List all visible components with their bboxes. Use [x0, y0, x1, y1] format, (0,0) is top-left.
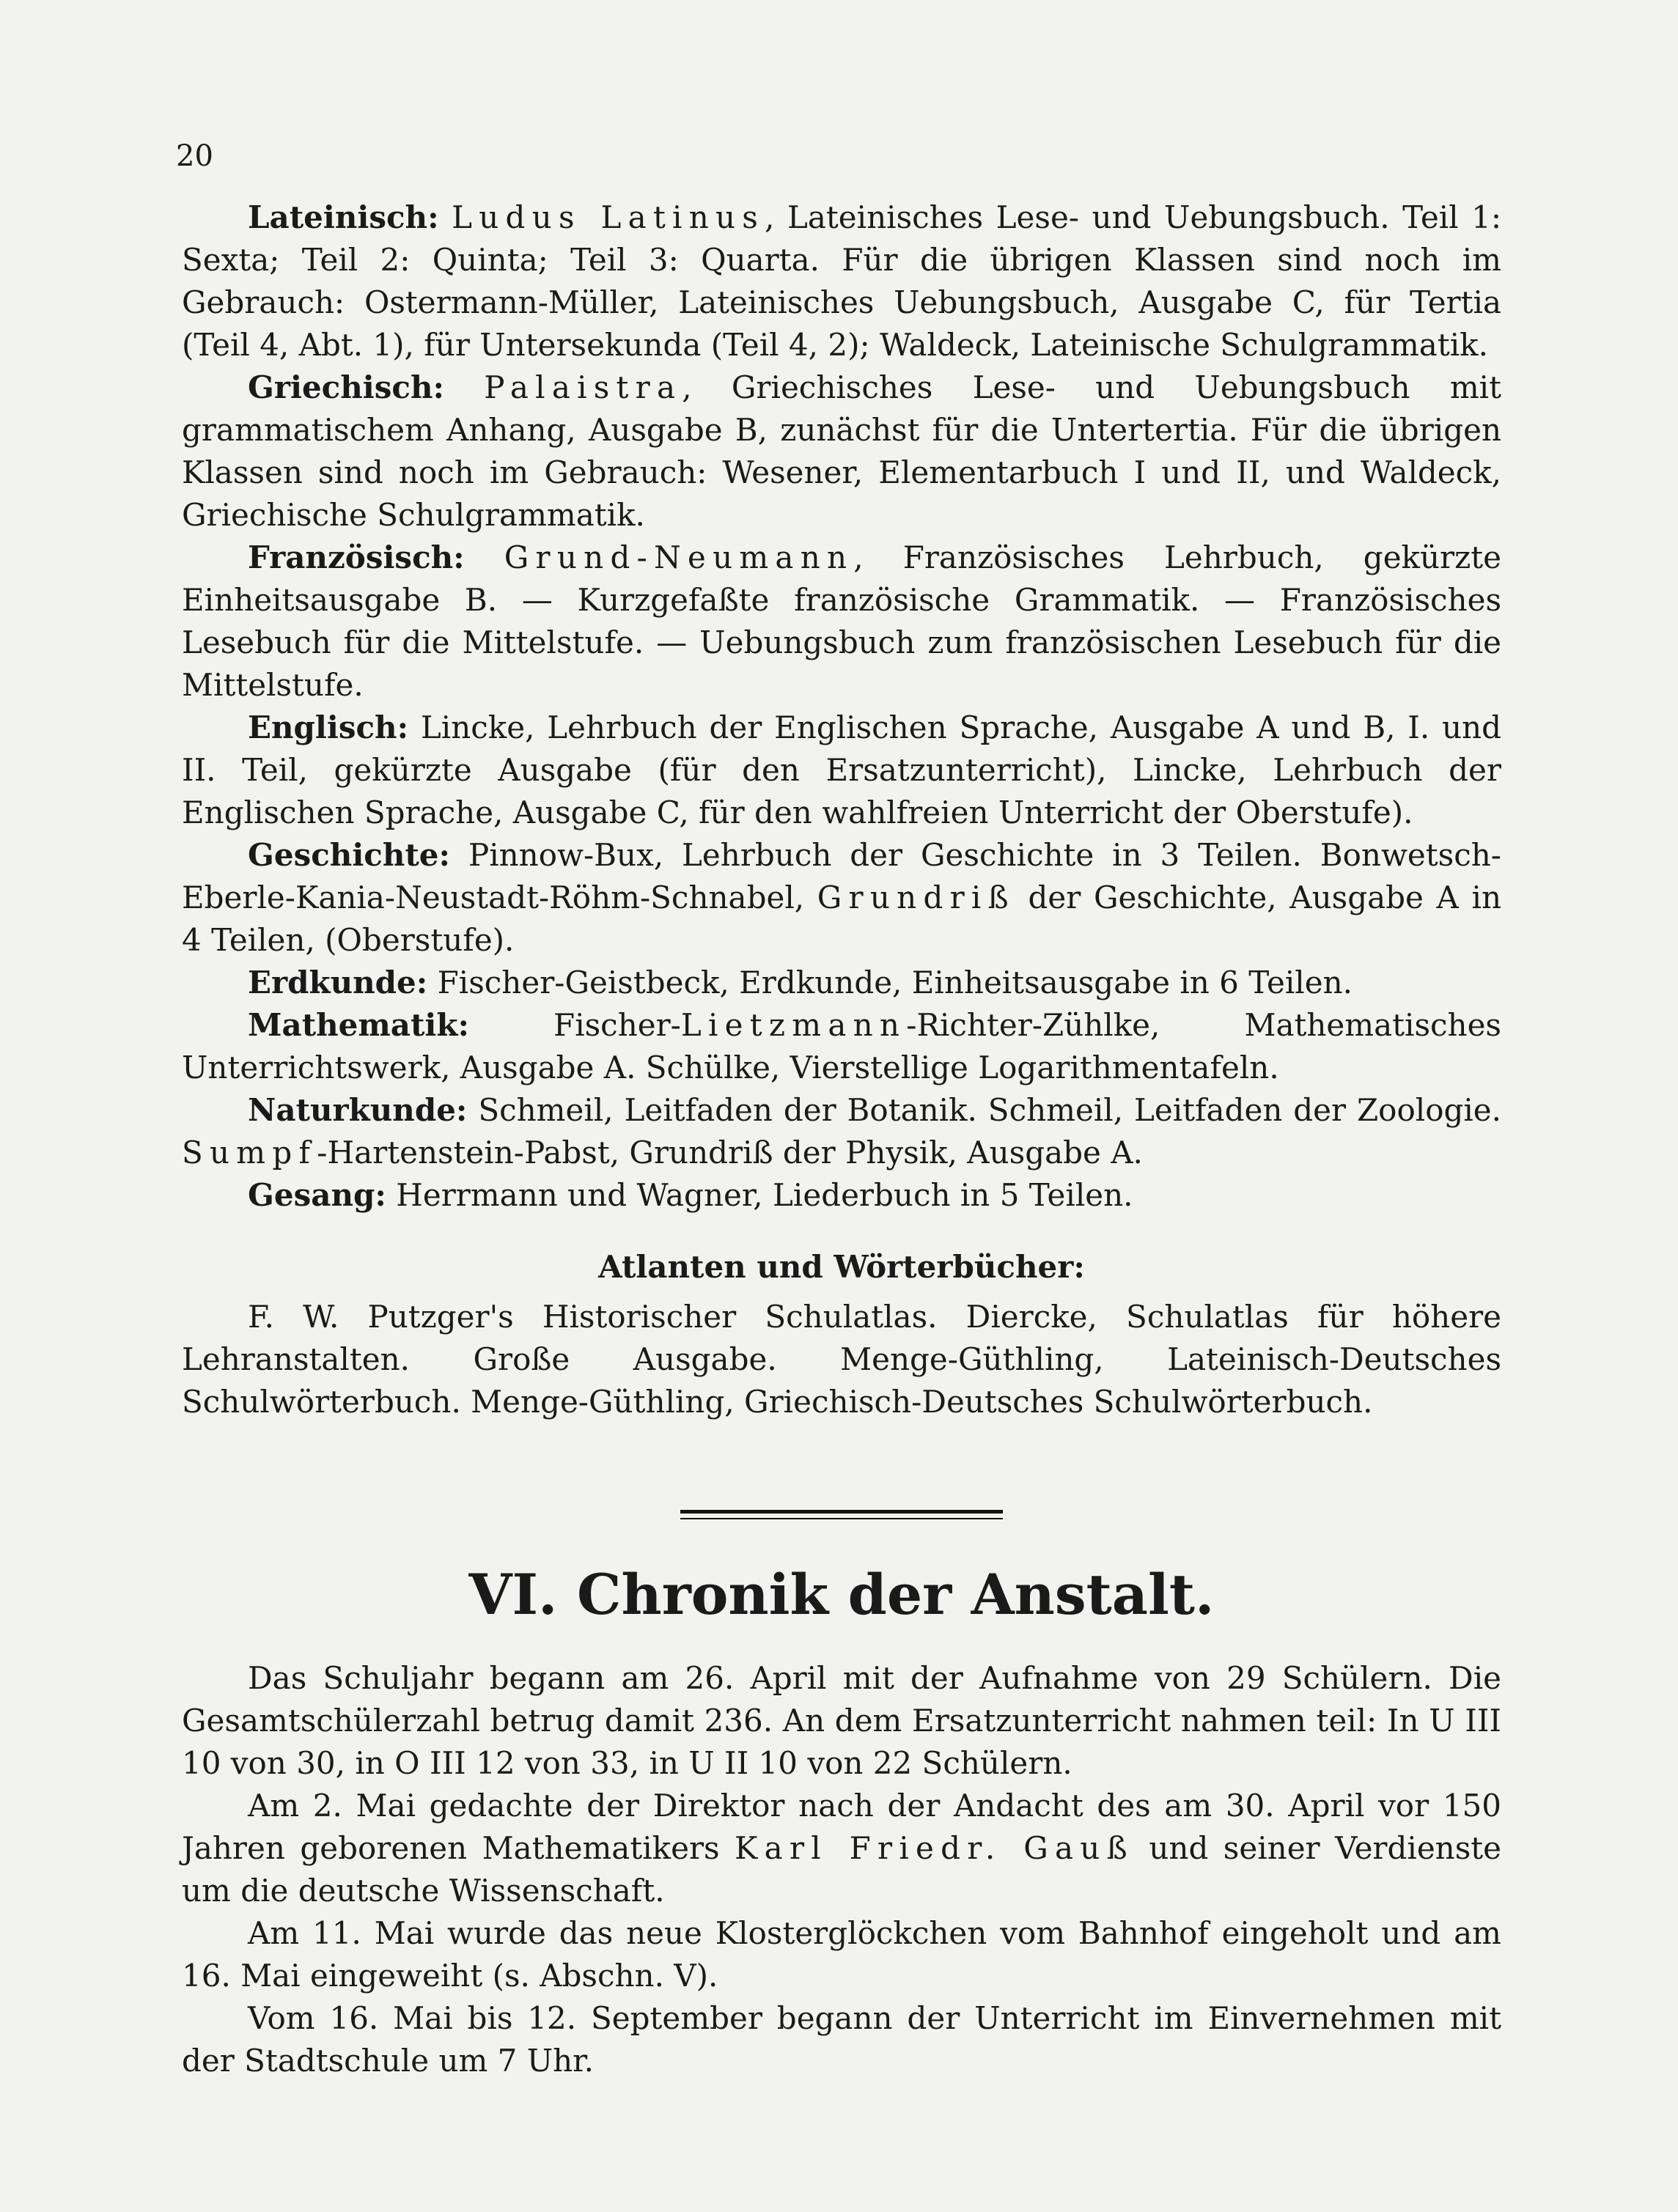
double-rule — [680, 1510, 1003, 1519]
subject-label: Englisch: — [248, 709, 409, 745]
text-run: Das Schuljahr begann am 26. April mit der Aufnahme von 29 Schülern. Die Gesamtschülerzahl betrug damit 236. An dem Ersatzunterricht nahmen teil: In U III 10 von 30, in O III 12 von 33, in U II 10 von 22 Schülern. — [182, 1660, 1501, 1781]
subject-label: Französisch: — [248, 539, 465, 575]
chronicle-paragraph — [182, 1997, 1501, 2082]
subject-label: Griechisch: — [248, 369, 444, 405]
text-run — [444, 369, 484, 405]
spaced-name: Karl Friedr. Gauß — [735, 1830, 1134, 1866]
text-run: Am 11. Mai wurde das neue Klosterglöckchen vom Bahnhof eingeholt und am 16. Mai eingeweiht (s. Abschn. V). — [182, 1915, 1501, 1994]
page-number: 20 — [176, 139, 213, 173]
atlases-text: F. W. Putzger's Historischer Schulatlas. Diercke, Schulatlas für höhere Lehranstalten. Große Ausgabe. Menge-Güthling, Lateinisch-Deutsches Schulwörterbuch. Menge-Güthling, Griechisch-Deutsches Schulwörterbuch. — [182, 1299, 1501, 1420]
textbook-entry — [182, 1089, 1501, 1174]
textbook-entry — [182, 366, 1501, 537]
chapter-title: VI. Chronik der Anstalt. — [468, 1562, 1215, 1627]
text-run: Pinnow-Bux, Lehrbuch der Geschichte in 3 Teilen. Bonwetsch-Eberle-Kania-Neustadt-Röhm-Schnabel, — [182, 837, 1501, 915]
chronicle-paragraph — [182, 1657, 1501, 1785]
spaced-name: Grundriß — [817, 880, 1015, 915]
text-run: Schmeil, Leitfaden der Botanik. Schmeil, Leitfaden der Zoologie. — [467, 1092, 1501, 1128]
section-divider — [182, 1510, 1501, 1519]
textbook-entry — [182, 834, 1501, 962]
text-run: , Lateinisches Lese- und Uebungsbuch. Teil 1: Sexta; Teil 2: Quinta; Teil 3: Quarta. Für die übrigen Klassen sind noch im Gebrauch: Ostermann-Müller, Lateinisches Uebungsbuch, Ausgabe C, für Tertia (Teil 4, Abt. 1), für Untersekunda (Teil 4, 2); Waldeck, Lateinische Schulgrammatik. — [182, 199, 1502, 363]
text-run: -Hartenstein-Pabst, Grundriß der Physik, Ausgabe A. — [317, 1135, 1143, 1170]
text-run: Vom 16. Mai bis 12. September begann der Unterricht im Einvernehmen mit der Stadtschule um 7 Uhr. — [182, 2000, 1501, 2079]
subject-label: Geschichte: — [248, 837, 451, 873]
atlases-heading: Atlanten und Wörterbücher: — [598, 1249, 1085, 1285]
text-run: der Geschichte, Ausgabe A in 4 Teilen, (Oberstufe). — [182, 880, 1501, 958]
spaced-name: Grund-Neumann — [504, 539, 854, 575]
chronicle-paragraphs — [182, 1657, 1501, 2082]
subject-label: Naturkunde: — [248, 1092, 468, 1128]
textbook-entry — [182, 962, 1501, 1004]
text-run: -Richter-Zühlke, Mathematisches Unterrichtswerk, Ausgabe A. Schülke, Vierstellige Logarithmentafeln. — [182, 1007, 1501, 1085]
subject-label: Mathematik: — [248, 1007, 469, 1043]
chronicle-paragraph — [182, 1785, 1501, 1912]
text-run: Fischer- — [468, 1007, 681, 1043]
text-run: Am 2. Mai gedachte der Direktor nach der Andacht des am 30. April vor 150 Jahren geborenen Mathematikers — [182, 1788, 1501, 1866]
textbook-entry — [182, 1004, 1501, 1089]
spaced-name: Palaistra — [484, 369, 682, 405]
text-run: , Griechisches Lese- und Uebungsbuch mit grammatischem Anhang, Ausgabe B, zunächst für die Untertertia. Für die übrigen Klassen sind noch im Gebrauch: Wesener, Elementarbuch I und II, und Waldeck, Griechische Schulgrammatik. — [182, 369, 1501, 533]
textbook-entry — [182, 707, 1501, 834]
text-run: Herrmann und Wagner, Liederbuch in 5 Teilen. — [386, 1177, 1133, 1213]
textbook-entry — [182, 196, 1501, 366]
subject-label: Lateinisch: — [248, 199, 439, 235]
text-run: Lincke, Lehrbuch der Englischen Sprache, Ausgabe A und B, I. und II. Teil, gekürzte Ausgabe (für den Ersatzunterricht), Lincke, Lehrbuch der Englischen Sprache, Ausgabe C, für den wahlfreien Unterricht der Oberstufe). — [182, 709, 1501, 830]
text-run: Fischer-Geistbeck, Erdkunde, Einheitsausgabe in 6 Teilen. — [427, 965, 1353, 1000]
textbook-entry — [182, 537, 1501, 707]
subject-label: Gesang: — [248, 1177, 386, 1213]
text-run — [465, 539, 504, 575]
spaced-name: Lietzmann — [680, 1007, 907, 1043]
spaced-name: Ludus Latinus — [452, 199, 765, 235]
text-run: und seiner Verdienste um die deutsche Wissenschaft. — [182, 1830, 1502, 1909]
spaced-name: Sumpf — [182, 1135, 317, 1170]
subject-label: Erdkunde: — [248, 965, 428, 1000]
textbook-list — [182, 196, 1501, 1217]
textbook-entry — [182, 1174, 1501, 1217]
chronicle-paragraph — [182, 1912, 1501, 1997]
text-run: , Französisches Lehrbuch, gekürzte Einheitsausgabe B. — Kurzgefaßte französische Grammatik. — Französisches Lesebuch für die Mittelstufe. — Uebungsbuch zum französischen Lesebuch für die Mittelstufe. — [182, 539, 1501, 703]
text-run — [439, 199, 452, 235]
page-content — [182, 196, 1501, 2082]
